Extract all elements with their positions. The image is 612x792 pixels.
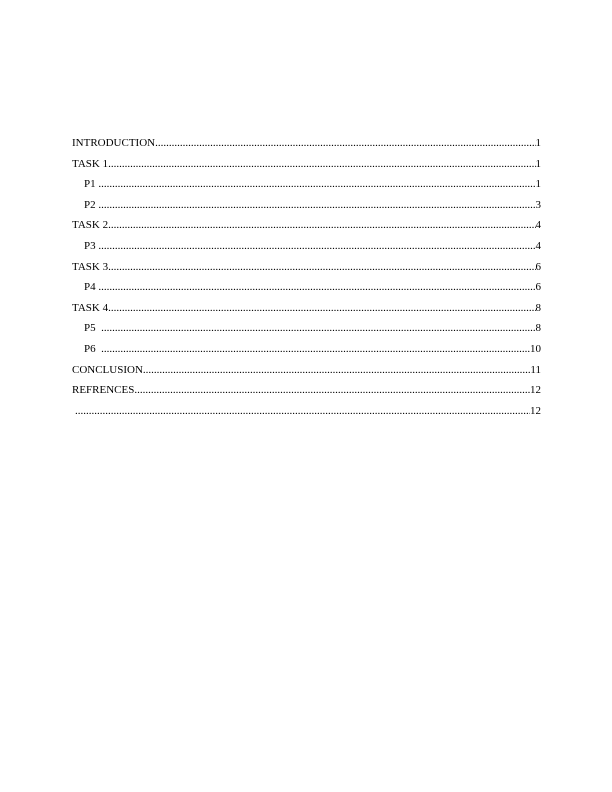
toc-dot-leader: [98, 198, 535, 212]
toc-page-number: 4: [535, 239, 541, 252]
toc-page-number: 10: [530, 342, 541, 355]
toc-dot-leader: [108, 301, 535, 315]
toc-dot-leader: [134, 383, 530, 397]
toc-entry-p1[interactable]: [72, 177, 541, 198]
toc-dot-leader: [98, 239, 535, 253]
toc-entry-conclusion[interactable]: [72, 363, 541, 384]
toc-entry-label: TASK 4: [72, 301, 109, 314]
toc-dot-leader: [108, 157, 535, 171]
toc-entry-task-2[interactable]: [72, 218, 541, 239]
toc-entry-p4[interactable]: [72, 280, 541, 301]
toc-entry-label: P5: [84, 322, 102, 335]
toc-entry-p3[interactable]: [72, 239, 541, 260]
toc-entry-introduction[interactable]: [72, 136, 541, 157]
toc-dot-leader: [155, 136, 535, 150]
toc-entry-label: P3: [84, 239, 99, 252]
toc-entry-unlabeled[interactable]: [72, 404, 541, 425]
toc-entry-task-1[interactable]: [72, 157, 541, 178]
toc-page-number: 8: [535, 322, 541, 335]
toc-entry-label: REFRENCES: [72, 384, 135, 397]
toc-page-number: 12: [530, 384, 541, 397]
toc-entry-p6[interactable]: [72, 342, 541, 363]
toc-dot-leader: [101, 342, 530, 356]
toc-entry-p5[interactable]: [72, 321, 541, 342]
toc-page-number: 4: [535, 219, 541, 232]
toc-entry-task-4[interactable]: [72, 301, 541, 322]
toc-dot-leader: [143, 363, 531, 377]
toc-entry-label: CONCLUSION: [72, 363, 143, 376]
toc-entry-task-3[interactable]: [72, 260, 541, 281]
toc-dot-leader: [75, 404, 530, 418]
toc-page-number: 1: [535, 137, 541, 149]
toc-dot-leader: [98, 280, 535, 294]
toc-page-number: 12: [530, 404, 541, 417]
toc-entry-label: P1: [84, 178, 99, 191]
toc-entry-label: TASK 3: [72, 260, 109, 273]
toc-entry-label: P2: [84, 198, 99, 211]
toc-page-number: 8: [535, 301, 541, 314]
toc-entry-label: P6: [84, 342, 102, 355]
toc-page-number: 1: [535, 157, 541, 170]
toc-dot-leader: [108, 260, 535, 274]
toc-entry-label: TASK 1: [72, 157, 109, 170]
toc-page-number: 3: [535, 198, 541, 211]
toc-entry-refrences[interactable]: [72, 383, 541, 404]
toc-entry-label: INTRODUCTION: [72, 137, 156, 149]
toc-entry-label: TASK 2: [72, 219, 109, 232]
toc-dot-leader: [108, 218, 535, 232]
toc-entry-p2[interactable]: [72, 198, 541, 219]
toc-page-number: 11: [530, 363, 541, 376]
toc-dot-leader: [98, 177, 535, 191]
toc-entry-label: P4: [84, 281, 99, 294]
toc-page-number: 6: [535, 281, 541, 294]
table-of-contents: [72, 136, 541, 424]
toc-page-number: 6: [535, 260, 541, 273]
toc-dot-leader: [101, 321, 535, 335]
toc-page-number: 1: [535, 178, 541, 191]
